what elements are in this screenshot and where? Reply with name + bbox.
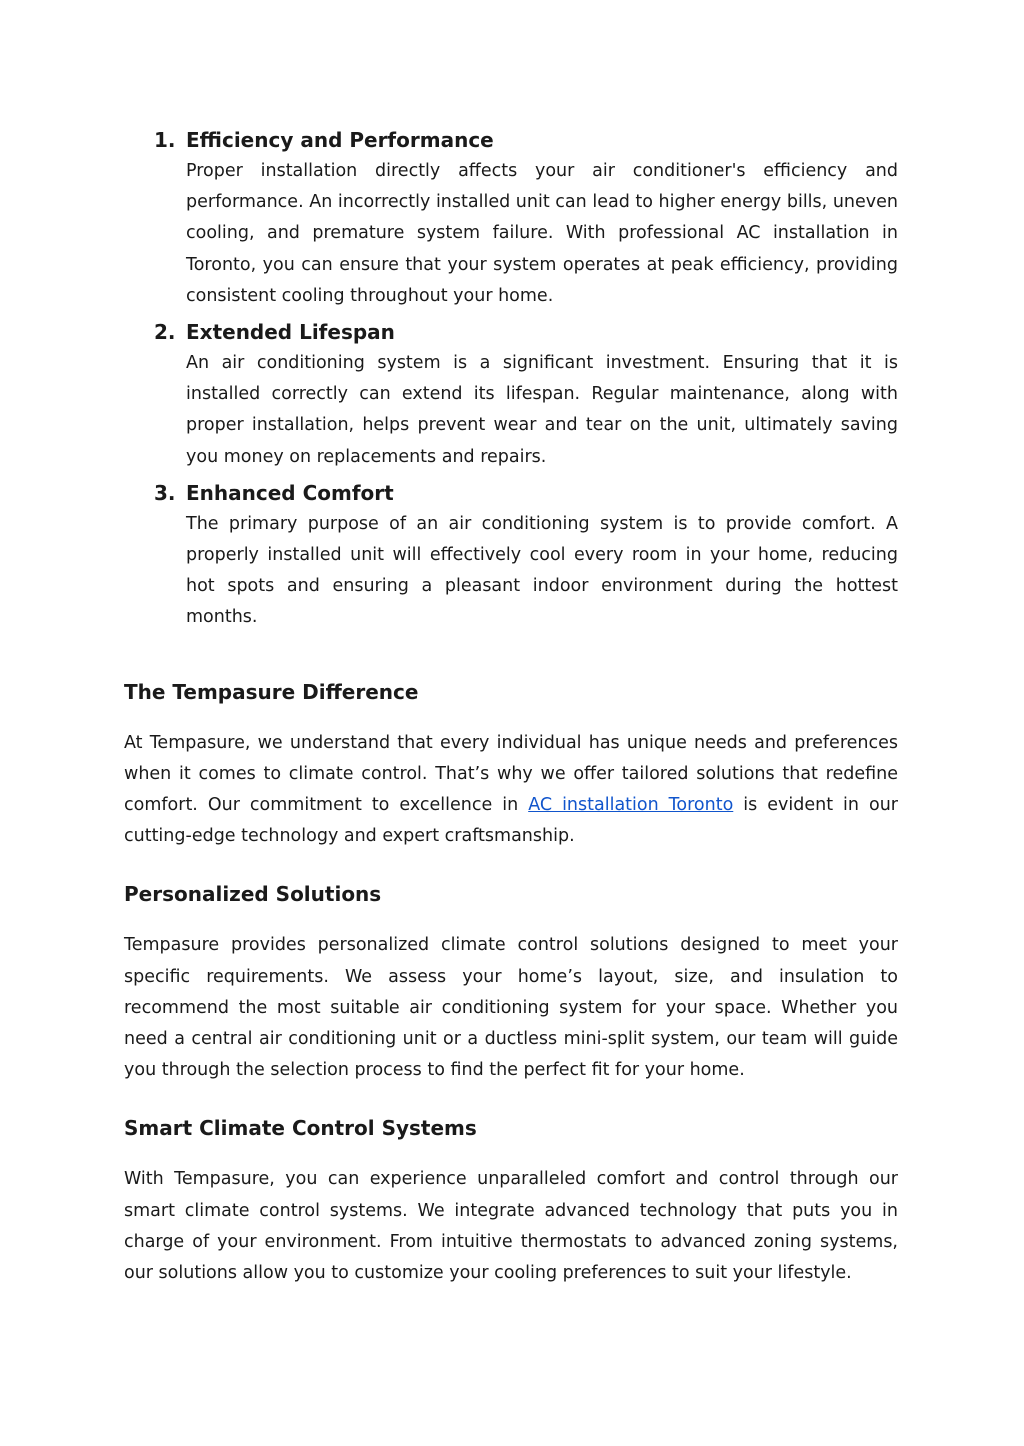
list-item-number: 3.	[154, 480, 176, 505]
paragraph-personalized: Tempasure provides personalized climate control solutions designed to meet your specific requirements. We assess your home’s layout, size, and insulation to recommend the most suitable air conditioning system for your space. Whether you need a central air conditioning unit or a ductless mini-split system, our team will guide you through the selection process to find the perfect fit for your home.	[124, 935, 898, 1081]
list-item-number: 1.	[154, 128, 176, 152]
list-item-title: Extended Lifespan	[186, 320, 395, 345]
ac-installation-toronto-link[interactable]: AC installation Toronto	[528, 795, 734, 816]
document-page	[124, 124, 898, 1289]
list-item-number: 2.	[154, 320, 176, 345]
paragraph-text: At Tempasure, we understand that every individual has unique needs and preferences when it comes to climate control. That’s why we offer tailored solutions that redefine comfort. Our commitment to excellence in	[124, 732, 898, 816]
list-item-body: The primary purpose of an air conditioning system is to provide comfort. A properly installed unit will effectively cool every room in your home, reducing hot spots and ensuring a pleasant indoor environment during the hottest months.	[186, 513, 898, 628]
section-heading-personalized: Personalized Solutions	[124, 882, 382, 907]
list-item	[124, 477, 898, 634]
section-heading-difference: The Tempasure Difference	[124, 679, 419, 704]
list-item-body: Proper installation directly affects your air conditioner's efficiency and performance. An incorrectly installed unit can lead to higher energy bills, uneven cooling, and premature system failure. With professional AC installation in Toronto, you can ensure that your system operates at peak efficiency, providing consistent cooling throughout your home.	[186, 161, 898, 306]
list-item	[124, 124, 898, 312]
paragraph-smart: With Tempasure, you can experience unparalleled comfort and control through our smart climate control systems. We integrate advanced technology that puts you in charge of your environment. From intuitive thermostats to advanced zoning systems, our solutions allow you to customize your cooling preferences to suit your lifestyle.	[124, 1169, 898, 1284]
section-heading-smart: Smart Climate Control Systems	[124, 1116, 477, 1141]
paragraph-difference	[124, 728, 898, 853]
paragraph-text: is evident in our cutting-edge technology and expert craftsmanship.	[124, 795, 898, 847]
list-item-title: Enhanced Comfort	[186, 480, 394, 505]
list-item	[124, 316, 898, 473]
list-item-body: An air conditioning system is a significant investment. Ensuring that it is installed correctly can extend its lifespan. Regular maintenance, along with proper installation, helps prevent wear and tear on the unit, ultimately saving you money on replacements and repairs.	[186, 353, 898, 467]
list-item-title: Efficiency and Performance	[186, 128, 494, 152]
benefits-list	[124, 124, 898, 634]
